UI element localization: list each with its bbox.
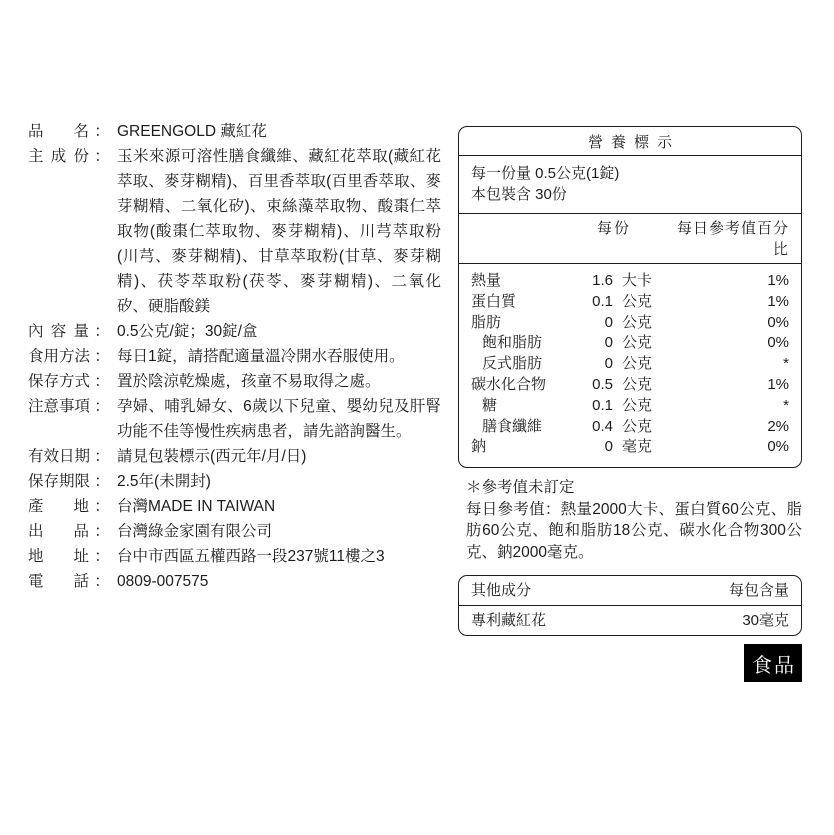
- info-label: 食用方法: [28, 348, 91, 365]
- info-label: 有效日期: [28, 448, 91, 465]
- footnote-star: ＊參考值未訂定: [466, 479, 575, 497]
- other-ingredients-header-amount: 每包含量: [728, 582, 789, 600]
- info-label: 地址: [28, 548, 89, 565]
- nutrition-rows: [459, 264, 801, 467]
- info-value: 台灣綠金家園有限公司: [117, 523, 273, 540]
- info-colon: ：: [94, 148, 110, 165]
- nutrition-row-sugar: 糖 0.1 公克 *: [482, 396, 789, 414]
- other-ingredients-header-name: 其他成分: [471, 582, 532, 600]
- info-value: 0.5公克/錠；30錠/盒: [117, 323, 258, 340]
- info-colon: ：: [94, 398, 110, 415]
- info-value: 玉米來源可溶性膳食纖維、藏紅花萃取(藏紅花萃取、麥芽糊精)、百里香萃取(百里香萃取、麥芽糊精、二氧化矽)、束絲藻萃取物、酸棗仁萃取物(酸棗仁萃取物、麥芽糊精)、川芎萃取粉(川芎、麥芽糊精)、甘草萃取粉(甘草、麥芽糊精)、茯苓萃取粉(茯苓、麥芽糊精)、二氧化矽、硬脂酸鎂: [117, 148, 441, 315]
- nutrition-facts-box: [458, 126, 802, 468]
- info-value: GREENGOLD 藏紅花: [117, 123, 267, 140]
- info-value: 台灣MADE IN TAIWAN: [117, 498, 276, 515]
- other-ingredients-row: [459, 606, 801, 635]
- info-value: 孕婦、哺乳婦女、6歲以下兒童、嬰幼兒及肝腎功能不佳等慢性疾病患者，請先諮詢醫生。: [117, 398, 441, 440]
- serving-info: [459, 156, 801, 214]
- info-colon: ：: [94, 473, 110, 490]
- info-row-shelf-life: [28, 469, 441, 494]
- info-row-main-ingredients: [28, 144, 441, 319]
- nutrition-row-saturated-fat: 飽和脂肪 0 公克 0%: [482, 334, 789, 352]
- nutrition-row-carbohydrate: 碳水化合物 0.5 公克 1%: [471, 375, 789, 393]
- info-colon: ：: [94, 523, 110, 540]
- info-colon: ：: [94, 448, 110, 465]
- info-row-product-name: [28, 119, 441, 144]
- info-row-address: [28, 544, 441, 569]
- nutrition-row-calories: 熱量 1.6 大卡 1%: [471, 272, 789, 289]
- info-row-usage: [28, 344, 441, 369]
- info-value: 0809-007575: [117, 573, 209, 590]
- info-row-expiry-date: [28, 444, 441, 469]
- info-value: 每日1錠，請搭配適量溫冷開水吞服使用。: [117, 348, 405, 365]
- info-label: 電話: [28, 573, 89, 590]
- info-colon: ：: [94, 498, 110, 515]
- info-label: 主成份: [28, 148, 89, 165]
- other-ingredients-box: [458, 575, 802, 636]
- info-colon: ：: [94, 323, 110, 340]
- info-colon: ：: [94, 123, 110, 140]
- info-label: 保存期限: [28, 473, 91, 490]
- nutrition-row-sodium: 鈉 0 毫克 0%: [471, 438, 789, 456]
- nutrition-row-fat: 脂肪 0 公克 0%: [471, 313, 789, 331]
- other-ingredients-header: [459, 576, 801, 606]
- info-value: 台中市西區五權西路一段237號11樓之3: [117, 548, 385, 565]
- info-label: 產地: [28, 498, 89, 515]
- info-label: 注意事項: [28, 398, 91, 415]
- nutrition-row-dietary-fiber: 膳食纖維 0.4 公克 2%: [482, 417, 789, 435]
- info-row-origin: [28, 494, 441, 519]
- info-value: 置於陰涼乾燥處，孩童不易取得之處。: [117, 373, 381, 390]
- info-colon: ：: [94, 573, 110, 590]
- column-header-per-serving: 每份: [596, 220, 631, 237]
- nutrition-footnotes: [458, 477, 802, 563]
- info-colon: ：: [94, 373, 110, 390]
- info-row-producer: [28, 519, 441, 544]
- nutrition-row-trans-fat: 反式脂肪 0 公克 *: [482, 355, 789, 373]
- info-colon: ：: [94, 348, 110, 365]
- footnote-daily-reference: 每日參考值：熱量2000大卡、蛋白質60公克、脂肪60公克、飽和脂肪18公克、碳水化合物300公克、鈉2000毫克。: [466, 500, 802, 561]
- nutrition-title: 營養標示: [459, 127, 801, 156]
- product-info-section: [28, 119, 441, 594]
- food-category-badge: 食品: [744, 644, 802, 682]
- info-row-storage: [28, 369, 441, 394]
- info-label: 品名: [28, 123, 89, 140]
- column-header-daily-value: 每日參考值百分比: [676, 220, 789, 258]
- other-ingredient-name: 專利藏紅花: [471, 612, 547, 630]
- info-row-phone: [28, 569, 441, 594]
- serving-size: 每一份量 0.5公克(1錠): [471, 165, 620, 182]
- info-row-caution: [28, 394, 441, 444]
- info-value: 請見包裝標示(西元年/月/日): [117, 448, 307, 465]
- info-colon: ：: [94, 548, 110, 565]
- nutrition-section: [458, 126, 802, 682]
- info-row-net-content: [28, 319, 441, 344]
- other-ingredient-amount: 30毫克: [742, 612, 789, 630]
- nutrition-row-protein: 蛋白質 0.1 公克 1%: [471, 292, 789, 310]
- info-value: 2.5年(未開封): [117, 473, 211, 490]
- info-label: 出品: [28, 523, 89, 540]
- info-label: 保存方式: [28, 373, 91, 390]
- info-label: 內容量: [28, 323, 89, 340]
- servings-per-package: 本包裝含 30份: [471, 186, 567, 203]
- nutrition-column-headers: [459, 214, 801, 264]
